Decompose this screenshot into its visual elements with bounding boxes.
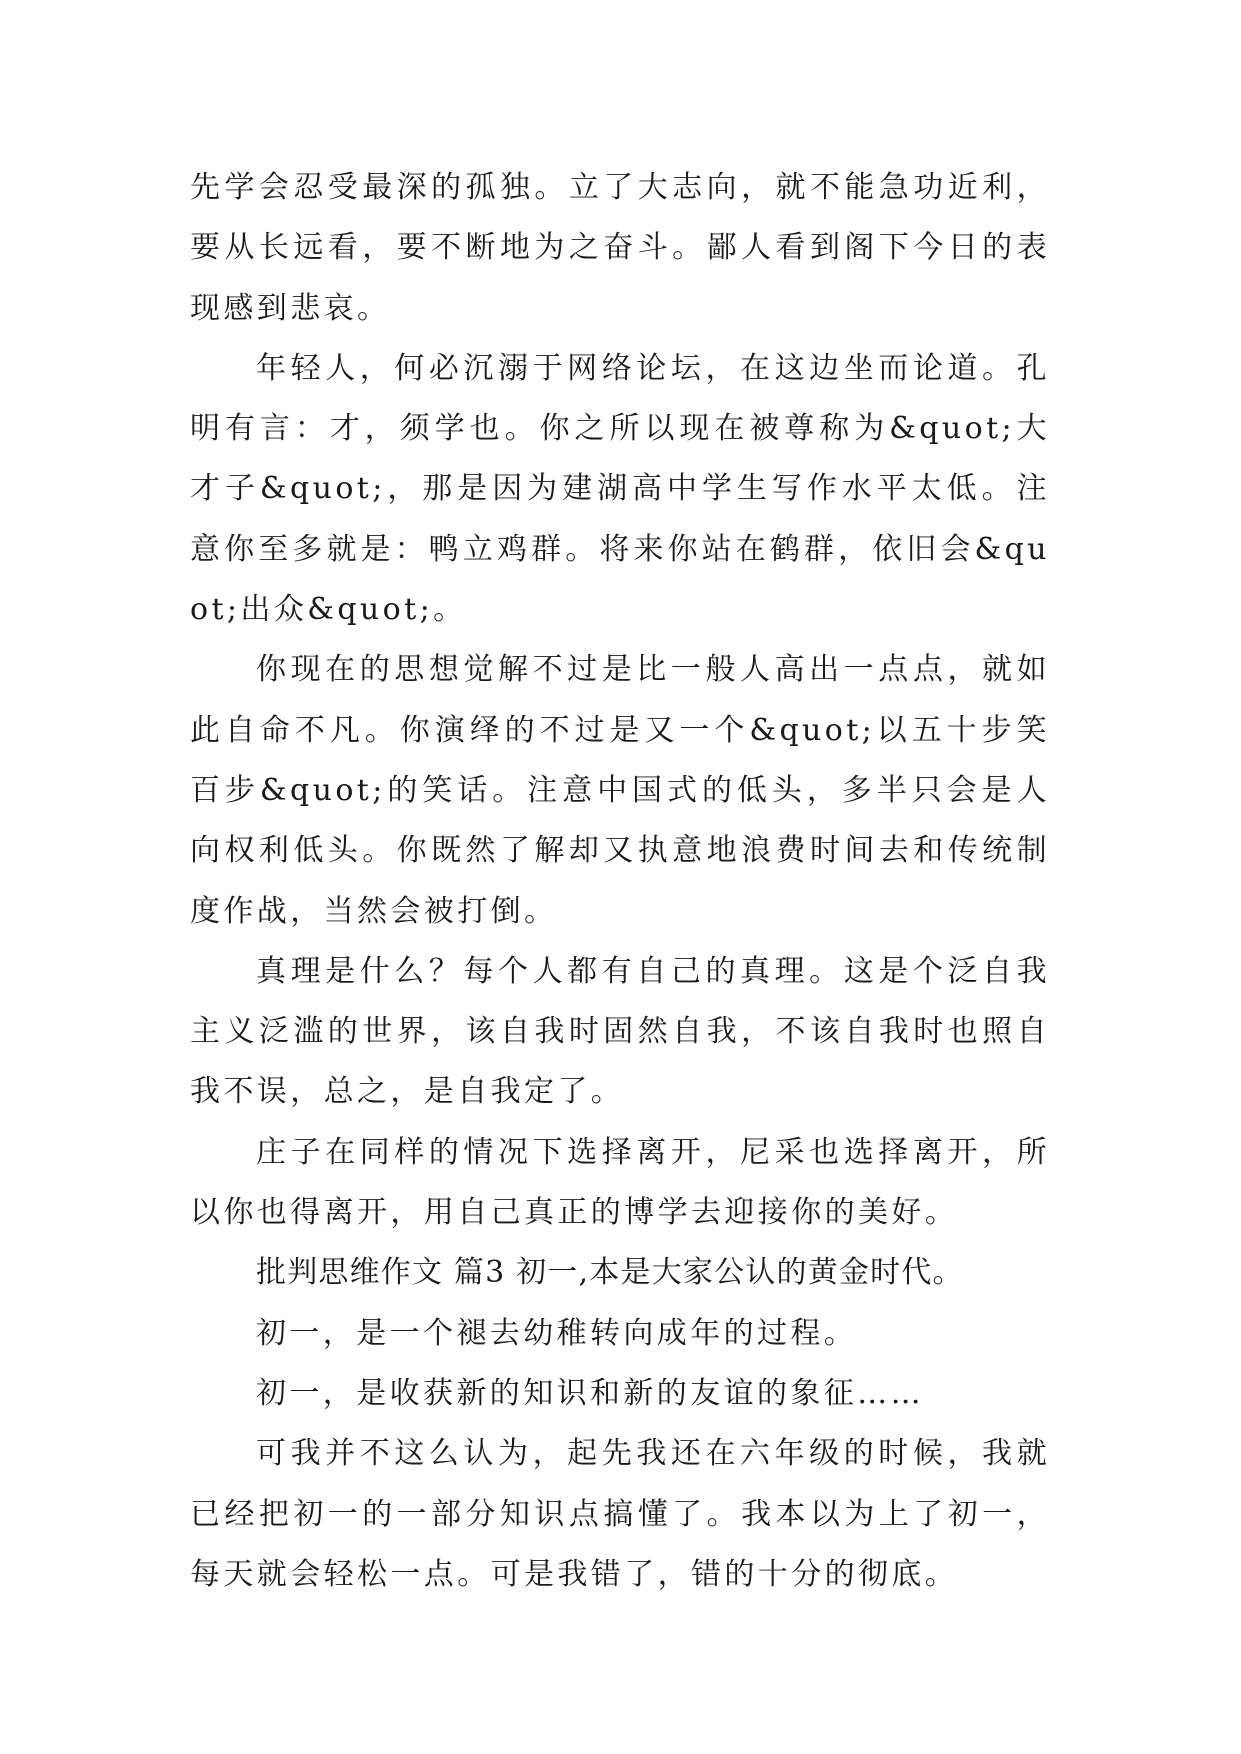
paragraph-8: 初一，是收获新的知识和新的友谊的象征…… [256,1375,924,1411]
paragraph-9: 可我并不这么认为，起先我还在六年级的时候，我就已经把初一的一部分知识点搞懂了。我本以为上了初一，每天就会轻松一点。可是我错了，错的十分的彻底。 [190,1436,1050,1592]
paragraph-2: 年轻人，何必沉溺于网络论坛，在这边坐而论道。孔明有言：才，须学也。你之所以现在被尊称为&quot;大才子&quot;，那是因为建湖高中学生写作水平太低。注意你至多就是：鸭立鸡群。将来你站在鹤群，依旧会&quot;出众&quot;。 [190,350,1050,628]
paragraph-3: 你现在的思想觉解不过是比一般人高出一点点，就如此自命不凡。你演绎的不过是又一个&quot;以五十步笑百步&quot;的笑话。注意中国式的低头，多半只会是人向权利低头。你既然了解却又执意地浪费时间去和传统制度作战，当然会被打倒。 [190,652,1050,929]
section-heading-paragraph: 批判思维作文 篇3 初一,本是大家公认的黄金时代。 [256,1255,964,1291]
paragraph-7: 初一，是一个褪去幼稚转向成年的过程。 [256,1315,858,1351]
paragraph-1: 先学会忍受最深的孤独。立了大志向，就不能急功近利，要从长远看，要不断地为之奋斗。鄙人看到阁下今日的表现感到悲哀。 [190,170,1050,326]
paragraph-4: 真理是什么？每个人都有自己的真理。这是个泛自我主义泛滥的世界，该自我时固然自我，不该自我时也照自我不误，总之，是自我定了。 [190,953,1050,1110]
document-body [190,158,1050,1605]
paragraph-5: 庄子在同样的情况下选择离开，尼采也选择离开，所以你也得离开，用自己真正的博学去迎接你的美好。 [190,1134,1050,1231]
